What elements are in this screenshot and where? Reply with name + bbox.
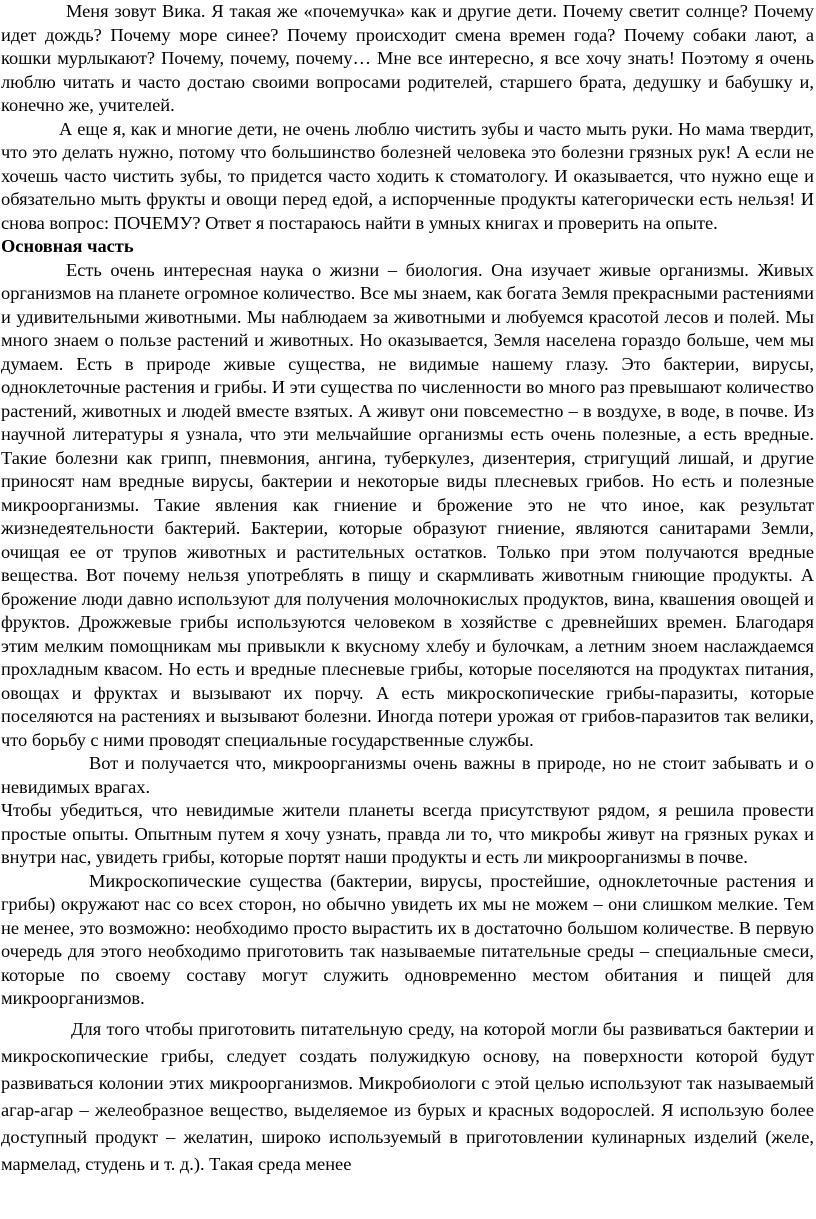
- main-paragraph-1: Есть очень интересная наука о жизни – биология. Она изучает живые организмы. Живых организмов на планете огромное количество. Все мы знаем, как богата Земля прекрасными растениями и удивительными животными. Мы наблюдаем за животными и любуемся красотой лесов и полей. Мы много знаем о пользе растений и животных. Но оказывается, Земля населена гораздо больше, чем мы думаем. Есть в природе живые существа, не видимые нашему глазу. Это бактерии, вирусы, одноклеточные растения и грибы. И эти существа по численности во много раз превышают количество растений, животных и людей вместе взятых. А живут они повсеместно – в воздухе, в воде, в почве. Из научной литературы я узнала, что эти мельчайшие организмы есть очень полезные, а есть вредные. Такие болезни как грипп, пневмония, ангина, туберкулез, дизентерия, стригущий лишай, и другие приносят нам вредные вирусы, бактерии и некоторые виды плесневых грибов. Но есть и полезные микроорганизмы. Такие явления как гниение и брожение это не что иное, как результат жизнедеятельности бактерий. Бактерии, которые образуют гниение, являются санитарами Земли, очищая ее от трупов животных и растительных остатков. Только при этом получаются вредные вещества. Вот почему нельзя употреблять в пищу и скармливать животным гниющие продукты. А брожение люди давно используют для получения молочнокислых продуктов, вина, квашения овощей и фруктов. Дрожжевые грибы используются человеком в хозяйстве с древнейших времен. Благодаря этим мелким помощникам мы привыкли к вкусному хлебу и булочкам, а летним зноем наслаждаемся прохладным квасом. Но есть и вредные плесневые грибы, которые поселяются на продуктах питания, овощах и фруктах и вызывают их порчу. А есть микроскопические грибы-паразиты, которые поселяются на растениях и вызывают болезни. Иногда потери урожая от грибов-паразитов так велики, что борьбу с ними проводят специальные государственные службы.: [1, 259, 814, 750]
- section-heading: Основная часть: [1, 236, 134, 256]
- main-paragraph-2: Вот и получается что, микроорганизмы очень важны в природе, но не стоит забывать и о невидимых врагах.: [1, 753, 814, 797]
- main-paragraph-3: Чтобы убедиться, что невидимые жители планеты всегда присутствуют рядом, я решила провести простые опыты. Опытным путем я хочу узнать, правда ли то, что микробы живут на грязных руках и внутри нас, увидеть грибы, которые портят наши продукты и есть ли микроорганизмы в почве.: [1, 800, 814, 867]
- document-page: [1, 0, 814, 1178]
- main-paragraph-4: Микроскопические существа (бактерии, вирусы, простейшие, одноклеточные растения и грибы) окружают нас со всех сторон, но обычно увидеть их мы не можем – они слишком мелкие. Тем не менее, это возможно: необходимо просто вырастить их в достаточно большом количестве. В первую очередь для этого необходимо приготовить так называемые питательные среды – специальные смеси, которые по своему составу могут служить одновременно местом обитания и пищей для микроорганизмов.: [1, 870, 814, 1008]
- intro-paragraph-1: Меня зовут Вика. Я такая же «почемучка» как и другие дети. Почему светит солнце? Почему идет дождь? Почему море синее? Почему происходит смена времен года? Почему собаки лают, а кошки мурлыкают? Почему, почему, почему… Мне все интересно, я все хочу знать! Поэтому я очень люблю читать и часто достаю своими вопросами родителей, старшего брата, дедушку и бабушку и, конечно же, учителей.: [1, 1, 814, 115]
- intro-paragraph-2: А еще я, как и многие дети, не очень люблю чистить зубы и часто мыть руки. Но мама твердит, что это делать нужно, потому что большинство болезней человека это болезни грязных рук! А если не хочешь часто чистить зубы, то придется часто ходить к стоматологу. И оказывается, что нужно еще и обязательно мыть фрукты и овощи перед едой, а испорченные продукты категорически есть нельзя! И снова вопрос: ПОЧЕМУ? Ответ я постараюсь найти в умных книгах и проверить на опыте.: [1, 118, 814, 233]
- main-paragraph-5: Для того чтобы приготовить питательную среду, на которой могли бы развиваться бактерии и микроскопические грибы, следует создать полужидкую основу, на поверхности которой будут развиваться колонии этих микроорганизмов. Микробиологи с этой целью используют так называемый агар-агар – желеобразное вещество, выделяемое из бурых и красных водорослей. Я использую более доступный продукт – желатин, широко используемый в приготовлении кулинарных изделий (желе, мармелад, студень и т. д.). Такая среда менее: [1, 1018, 814, 1174]
